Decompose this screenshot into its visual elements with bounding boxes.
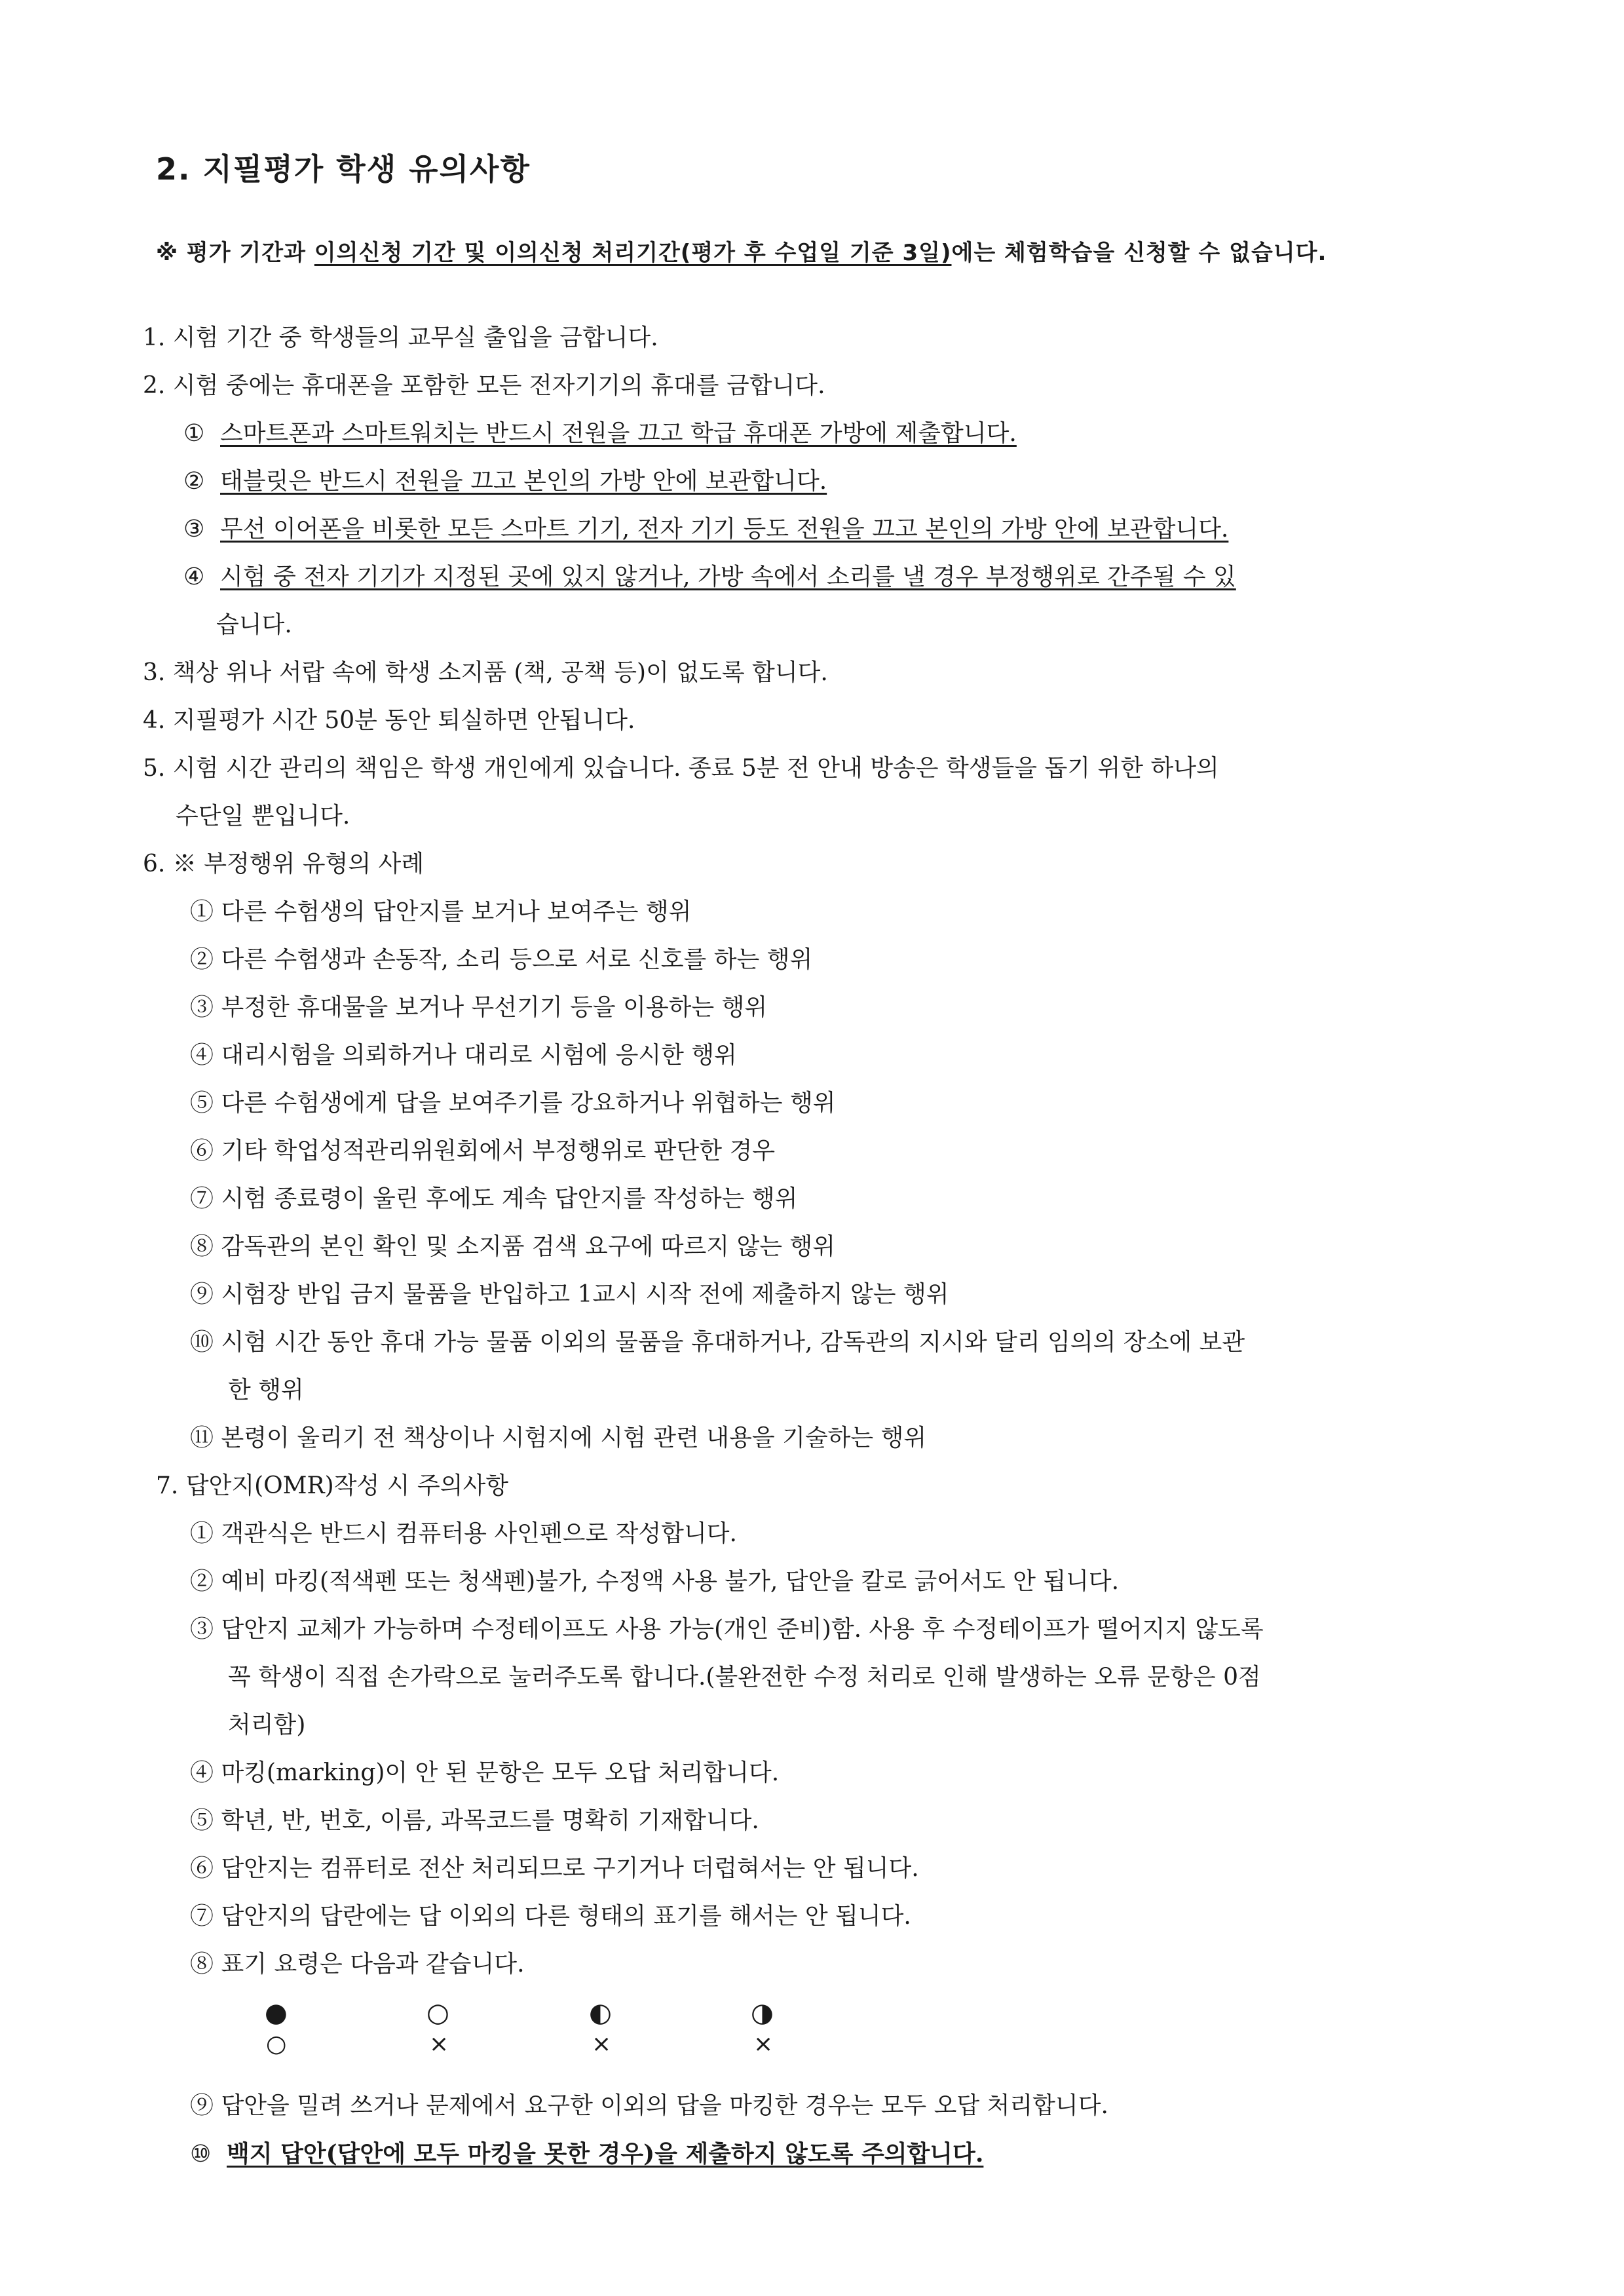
item-6: 6. ※ 부정행위 유형의 사례 — [143, 851, 425, 877]
item-2-4-cont: 습니다. — [216, 611, 292, 638]
item-2-3 — [183, 515, 1228, 544]
section-title: 2. 지필평가 학생 유의사항 — [156, 151, 531, 187]
item-5-cont: 수단일 뿐입니다. — [176, 803, 350, 830]
item-7-4: ④ 마킹(marking)이 안 된 문항은 모두 오답 처리합니다. — [190, 1759, 780, 1786]
item-7-1: ① 객관식은 반드시 컴퓨터용 사인펜으로 작성합니다. — [190, 1520, 737, 1547]
item-2-1-mark: ① — [183, 420, 205, 447]
item-2-3-mark: ③ — [183, 516, 205, 543]
notice-prefix: ※ 평가 기간과 — [156, 240, 314, 266]
item-7-3-cont-1: 꼭 학생이 직접 손가락으로 눌러주도록 합니다.(불완전한 수정 처리로 인해 발생하는 오류 문항은 0점 — [228, 1664, 1261, 1691]
item-2-2 — [183, 467, 827, 496]
item-7-10-text: 백지 답안(답안에 모두 마킹을 못한 경우)을 제출하지 않도록 주의합니다. — [227, 2140, 984, 2168]
result-correct: ○ — [266, 2031, 287, 2057]
notice-line — [156, 235, 1492, 267]
item-6-2: ② 다른 수험생과 손동작, 소리 등으로 서로 신호를 하는 행위 — [190, 946, 813, 973]
result-wrong: × — [592, 2031, 612, 2057]
item-6-1: ① 다른 수험생의 답안지를 보거나 보여주는 행위 — [190, 898, 692, 925]
item-6-10: ⑩ 시험 시간 동안 휴대 가능 물품 이외의 물품을 휴대하거나, 감독관의 지시와 달리 임의의 장소에 보관 — [190, 1329, 1245, 1356]
item-7-2: ② 예비 마킹(적색펜 또는 청색펜)불가, 수정액 사용 불가, 답안을 칼로 긁어서도 안 됩니다. — [190, 1568, 1120, 1595]
item-6-10-cont: 한 행위 — [228, 1377, 304, 1404]
item-7-6: ⑥ 답안지는 컴퓨터로 전산 처리되므로 구기거나 더럽혀서는 안 됩니다. — [190, 1855, 919, 1882]
item-2-1-text: 스마트폰과 스마트워치는 반드시 전원을 끄고 학급 휴대폰 가방에 제출합니다. — [220, 420, 1017, 447]
item-7-10 — [190, 2139, 983, 2169]
item-2-2-mark: ② — [183, 468, 205, 495]
item-2-4-mark: ④ — [183, 564, 205, 590]
result-wrong: × — [753, 2031, 774, 2057]
item-2: 2. 시험 중에는 휴대폰을 포함한 모든 전자기기의 휴대를 금합니다. — [143, 372, 825, 399]
item-6-8: ⑧ 감독관의 본인 확인 및 소지품 검색 요구에 따르지 않는 행위 — [190, 1233, 836, 1260]
notice-suffix: 에는 체험학습을 신청할 수 없습니다. — [951, 240, 1327, 266]
item-6-6: ⑥ 기타 학업성적관리위원회에서 부정행위로 판단한 경우 — [190, 1138, 776, 1164]
notice-underlined: 이의신청 기간 및 이의신청 처리기간(평가 후 수업일 기준 3일) — [314, 240, 952, 266]
item-7-8: ⑧ 표기 요령은 다음과 같습니다. — [190, 1951, 525, 1978]
item-6-4: ④ 대리시험을 의뢰하거나 대리로 시험에 응시한 행위 — [190, 1042, 737, 1069]
mark-filled-icon: ● — [265, 1998, 288, 2028]
mark-empty-icon: ○ — [426, 1998, 449, 2028]
item-2-4-text: 시험 중 전자 기기가 지정된 곳에 있지 않거나, 가방 속에서 소리를 낼 경우 부정행위로 간주될 수 있 — [220, 564, 1236, 590]
item-7-3: ③ 답안지 교체가 가능하며 수정테이프도 사용 가능(개인 준비)함. 사용 후 수정테이프가 떨어지지 않도록 — [190, 1616, 1264, 1643]
item-7-9: ⑨ 답안을 밀려 쓰거나 문제에서 요구한 이외의 답을 마킹한 경우는 모두 오답 처리합니다. — [190, 2092, 1108, 2119]
item-6-3: ③ 부정한 휴대물을 보거나 무선기기 등을 이용하는 행위 — [190, 994, 768, 1021]
item-1: 1. 시험 기간 중 학생들의 교무실 출입을 금합니다. — [143, 324, 658, 351]
item-6-9: ⑨ 시험장 반입 금지 물품을 반입하고 1교시 시작 전에 제출하지 않는 행위 — [190, 1281, 949, 1308]
item-2-1 — [183, 419, 1017, 448]
item-5: 5. 시험 시간 관리의 책임은 학생 개인에게 있습니다. 종료 5분 전 안내 방송은 학생들을 돕기 위한 하나의 — [143, 755, 1219, 782]
item-7-5: ⑤ 학년, 반, 번호, 이름, 과목코드를 명확히 기재합니다. — [190, 1807, 759, 1834]
item-7-10-mark: ⑩ — [190, 2141, 212, 2168]
item-2-2-text: 태블릿은 반드시 전원을 끄고 본인의 가방 안에 보관합니다. — [220, 468, 827, 495]
item-6-5: ⑤ 다른 수험생에게 답을 보여주기를 강요하거나 위협하는 행위 — [190, 1090, 836, 1117]
item-6-11: ⑪ 본령이 울리기 전 책상이나 시험지에 시험 관련 내용을 기술하는 행위 — [190, 1425, 927, 1451]
result-wrong: × — [429, 2031, 449, 2057]
item-7-7: ⑦ 답안지의 답란에는 답 이외의 다른 형태의 표기를 해서는 안 됩니다. — [190, 1903, 911, 1930]
item-6-7: ⑦ 시험 종료령이 울린 후에도 계속 답안지를 작성하는 행위 — [190, 1185, 798, 1212]
item-7-3-cont-2: 처리함) — [228, 1712, 306, 1738]
item-7: 7. 답안지(OMR)작성 시 주의사항 — [156, 1472, 509, 1499]
item-3: 3. 책상 위나 서랍 속에 학생 소지품 (책, 공책 등)이 없도록 합니다. — [143, 659, 828, 686]
item-2-3-text: 무선 이어폰을 비롯한 모든 스마트 기기, 전자 기기 등도 전원을 끄고 본인의 가방 안에 보관합니다. — [220, 516, 1229, 543]
item-2-4 — [183, 563, 1236, 592]
mark-left-half-icon: ◐ — [589, 1998, 612, 2028]
mark-right-half-icon: ◑ — [751, 1998, 774, 2028]
item-4: 4. 지필평가 시간 50분 동안 퇴실하면 안됩니다. — [143, 707, 635, 734]
